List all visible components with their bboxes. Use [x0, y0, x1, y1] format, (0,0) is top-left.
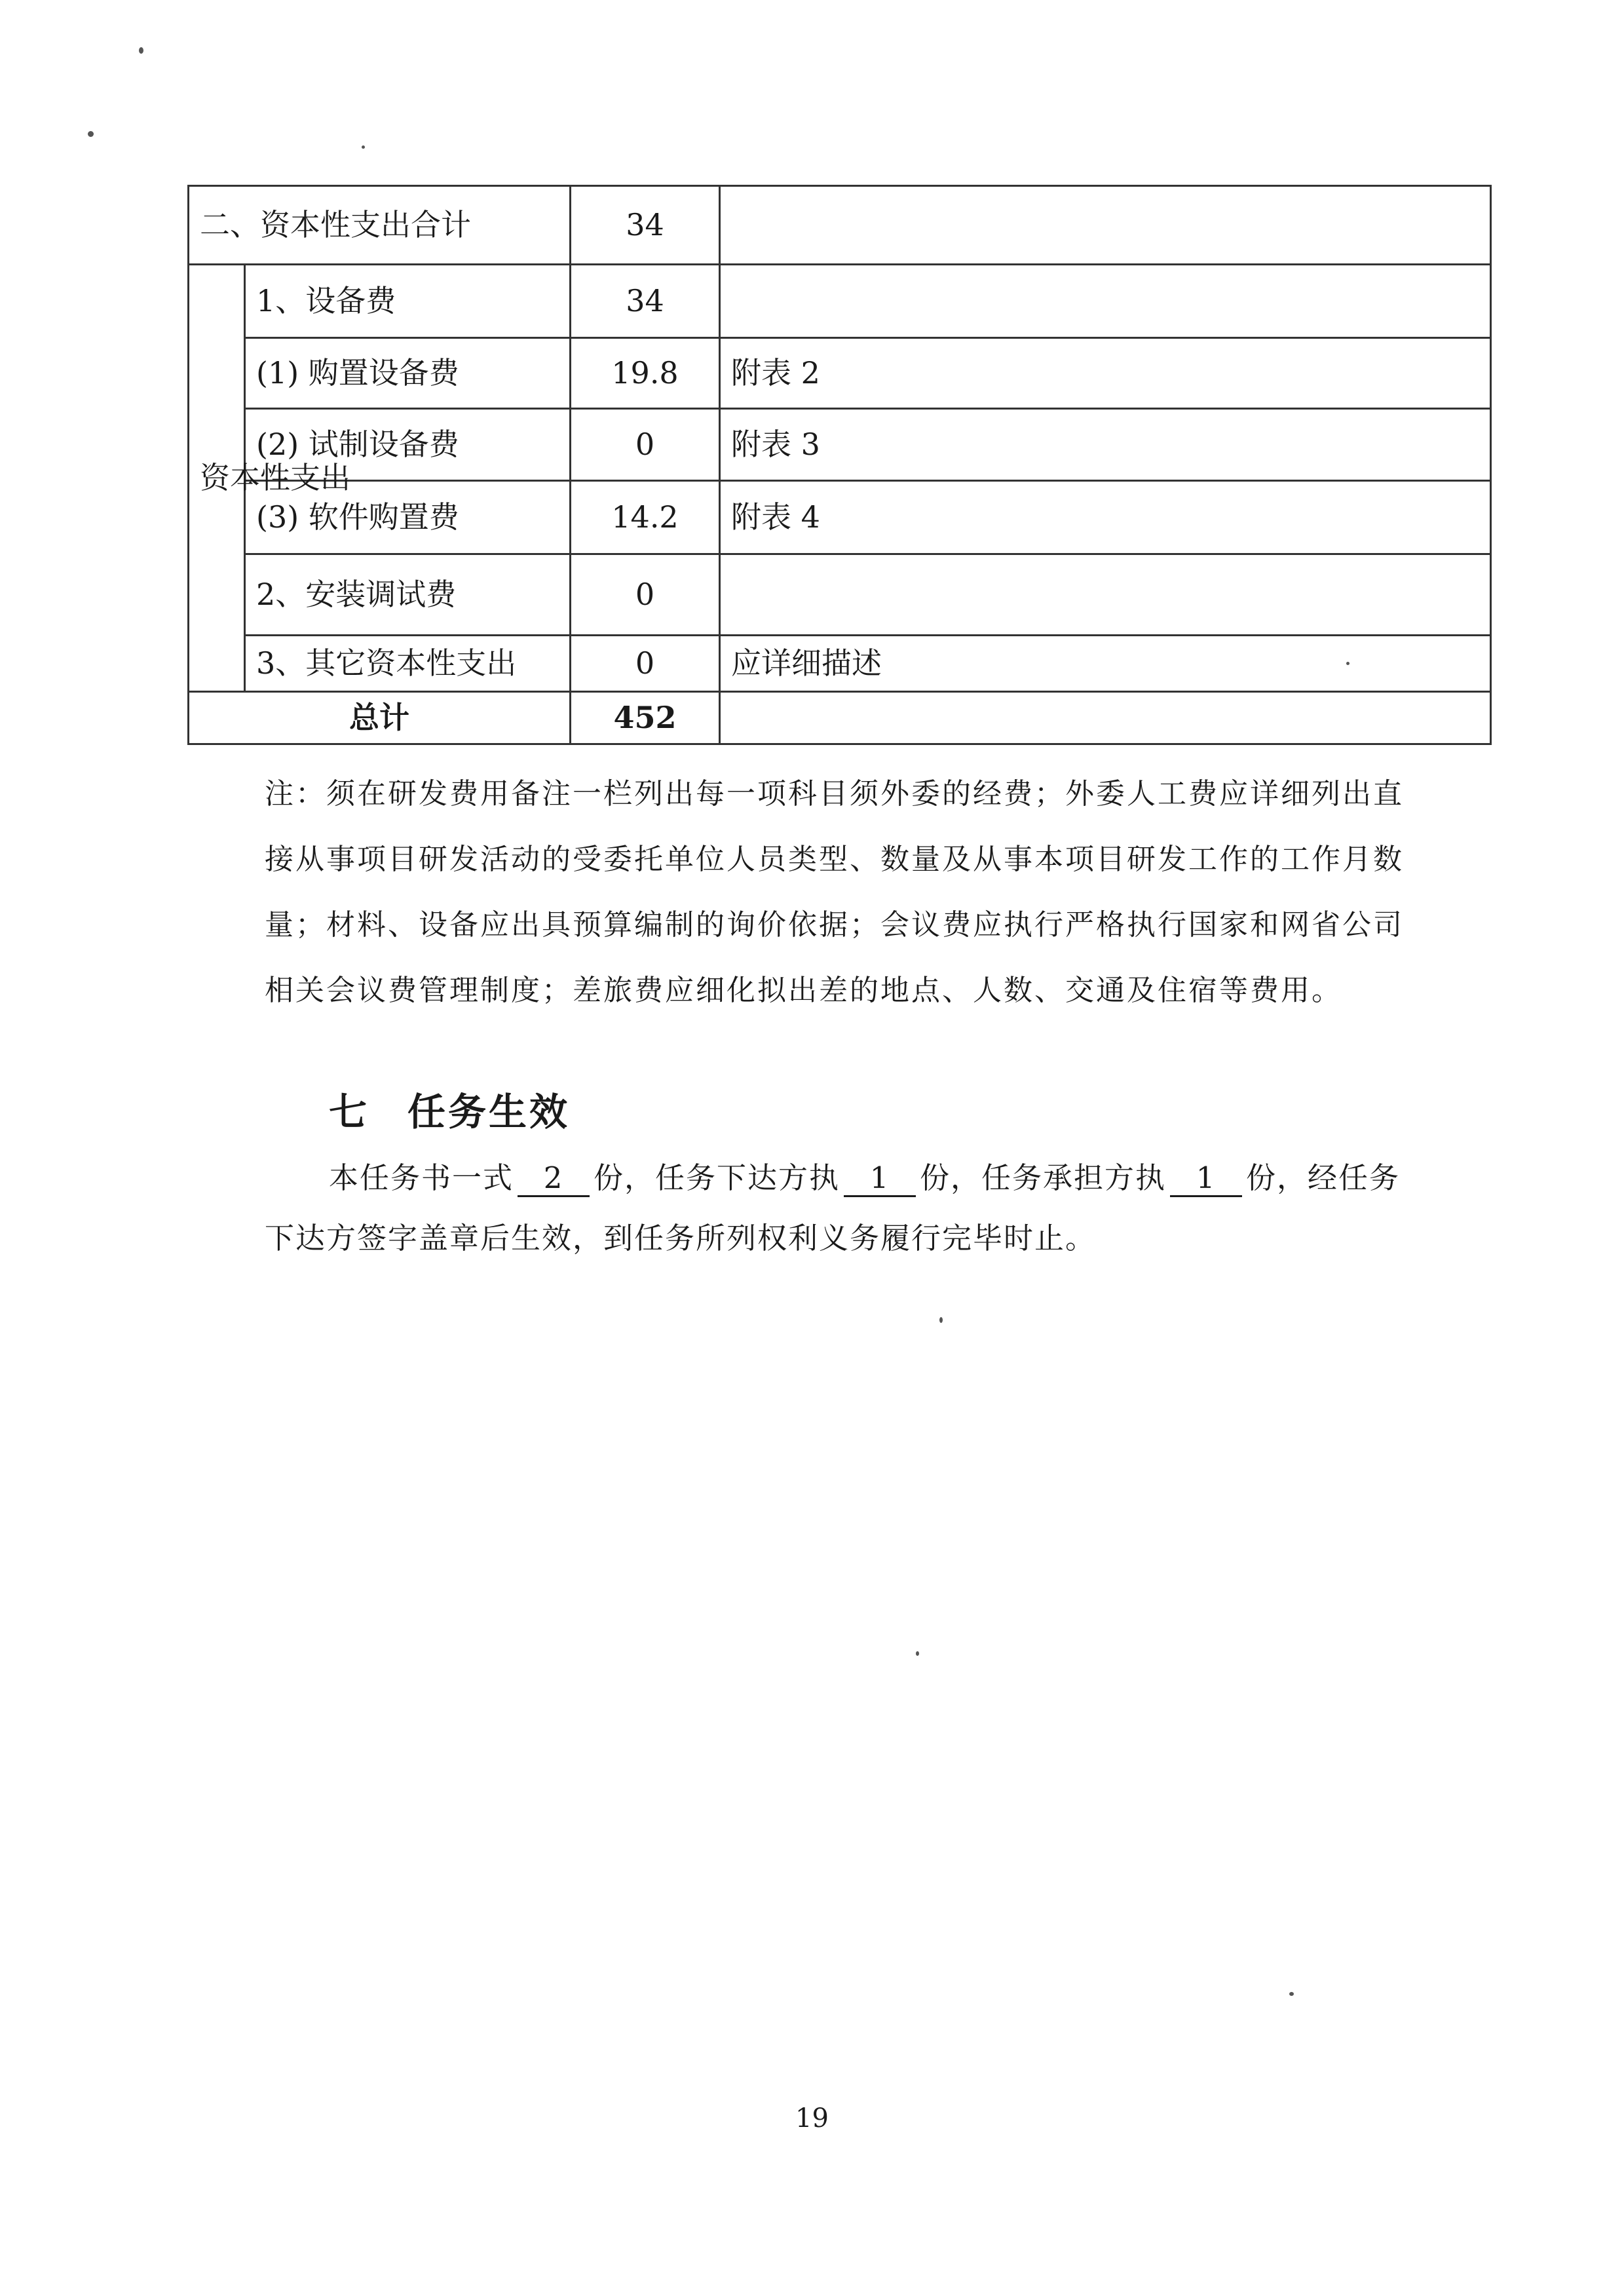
row-value: 0: [571, 554, 720, 636]
row-note: 附表 2: [720, 338, 1491, 409]
capital-total-value: 34: [571, 186, 720, 265]
copies-total: 2: [518, 1161, 590, 1197]
scan-speck: [88, 131, 94, 137]
row-note: [720, 554, 1491, 636]
capital-expenditure-table: [187, 185, 1492, 745]
grand-total-note: [720, 692, 1491, 744]
row-label: (1) 购置设备费: [245, 338, 571, 409]
row-value: 0: [571, 409, 720, 481]
row-label: 3、其它资本性支出: [245, 636, 571, 692]
capital-side-label: 资本性支出: [200, 459, 350, 495]
table-row: [189, 409, 1491, 481]
section-title: 任务生效: [407, 1090, 571, 1134]
row-value: 34: [571, 265, 720, 338]
row-label: 1、设备费: [245, 265, 571, 338]
grand-total-label: 总计: [189, 692, 571, 744]
capital-total-note: [720, 186, 1491, 265]
row-value: 14.2: [571, 481, 720, 554]
row-note: 应详细描述: [720, 636, 1491, 692]
effect-text-1: 本任务书一式: [329, 1160, 514, 1195]
scan-speck: [916, 1651, 919, 1656]
row-label: 2、安装调试费: [245, 554, 571, 636]
scan-speck: [139, 47, 143, 54]
budget-footnote: 注：须在研发费用备注一栏列出每一项科目须外委的经费；外委人工费应详细列出直接从事项目研发活动的受委托单位人员类型、数量及从事本项目研发工作的工作月数量；材料、设备应出具预算编制的询价依据；会议费应执行严格执行国家和网省公司相关会议费管理制度；差旅费应细化拟出差的地点、人数、交通及住宿等费用。: [265, 777, 1404, 1007]
copies-issuer: 1: [844, 1161, 916, 1197]
table-row: [189, 338, 1491, 409]
copies-undertaker: 1: [1170, 1161, 1242, 1197]
table-row: [189, 481, 1491, 554]
row-label: (2) 试制设备费: [245, 409, 571, 481]
scan-speck: [939, 1317, 943, 1323]
effect-paragraph: [265, 1148, 1418, 1269]
table-row: [189, 265, 1491, 338]
effect-text-3: 份，任务承担方执: [920, 1160, 1167, 1195]
table-row: [189, 692, 1491, 744]
row-note: 附表 3: [720, 409, 1491, 481]
section-heading: [329, 1081, 570, 1136]
row-note: [720, 265, 1491, 338]
row-note: 附表 4: [720, 481, 1491, 554]
page-number: 19: [795, 2103, 829, 2133]
scan-speck: [362, 145, 365, 149]
grand-total-value: 452: [571, 692, 720, 744]
section-number: 七: [329, 1090, 370, 1134]
row-value: 19.8: [571, 338, 720, 409]
scan-speck: [1346, 662, 1350, 665]
effect-text-4: 份，经任务下达方签字盖章后生效，到任务所列权利义务履行完毕时止。: [265, 1160, 1401, 1255]
scan-speck: [1289, 1992, 1294, 1996]
capital-total-label: 二、资本性支出合计: [189, 186, 571, 265]
table-row: [189, 186, 1491, 265]
row-label: (3) 软件购置费: [245, 481, 571, 554]
row-value: 0: [571, 636, 720, 692]
effect-text-2: 份，任务下达方执: [594, 1160, 840, 1195]
table-row: [189, 554, 1491, 636]
table-row: [189, 636, 1491, 692]
